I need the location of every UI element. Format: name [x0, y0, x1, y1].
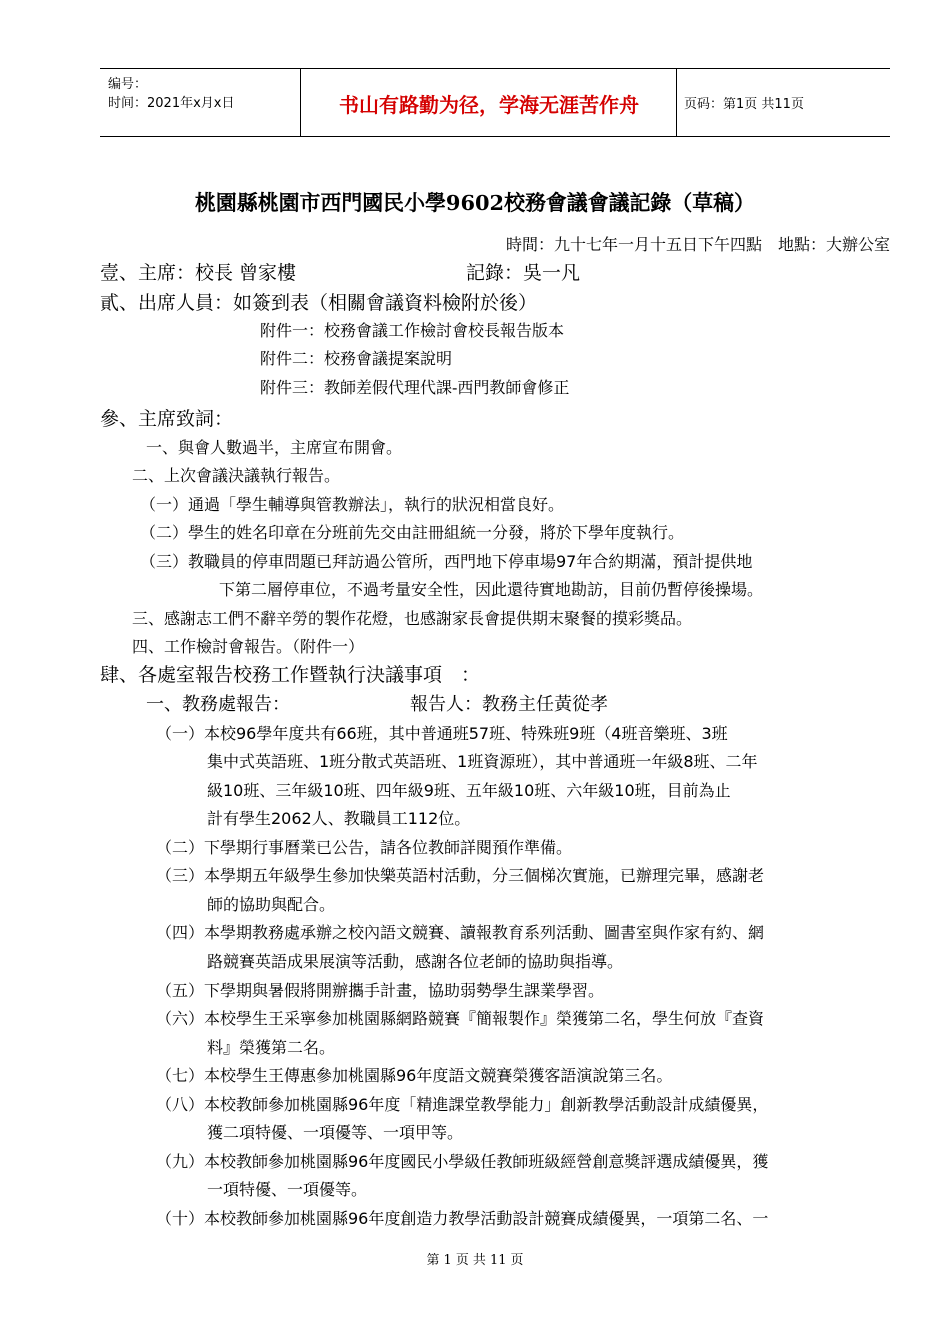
list-item: （二）學生的姓名印章在分班前先交由註冊組統一分發，將於下學年度執行。 — [140, 523, 685, 542]
list-item: （三）本學期五年級學生參加快樂英語村活動，分三個梯次實施，已辦理完畢，感謝老 — [156, 866, 765, 885]
list-item: 師的協助與配合。 — [207, 895, 336, 914]
subsection-heading: 一、教務處報告： — [146, 694, 290, 715]
section-heading: 參、主席致詞： — [100, 408, 234, 430]
list-item: （九）本校教師參加桃園縣96年度國民小學級任教師班級經營創意獎評選成績優異，獲 — [156, 1152, 769, 1171]
list-item: 一項特優、一項優等。 — [207, 1180, 368, 1199]
list-item: 二、上次會議決議執行報告。 — [132, 466, 341, 485]
list-item: 一、與會人數過半，主席宣布開會。 — [146, 438, 403, 457]
meeting-time-place: 時間：九十七年一月十五日下午四點 地點：大辦公室 — [505, 235, 890, 254]
reporter-line: 報告人：教務主任黃從孝 — [410, 694, 608, 715]
recorder-line: 記錄：吳一凡 — [466, 262, 581, 284]
attachment-item: 附件二：校務會議提案說明 — [260, 349, 453, 368]
list-item: 四、工作檢討會報告。（附件一） — [132, 637, 365, 656]
list-item: （十）本校教師參加桃園縣96年度創造力教學活動設計競賽成績優異，一項第二名、一 — [156, 1209, 769, 1228]
document-title: 桃園縣桃園市西門國民小學9602校務會議會議記錄（草稿） — [195, 190, 755, 215]
header-divider — [676, 69, 677, 136]
list-item: 三、感謝志工們不辭辛勞的製作花燈，也感謝家長會提供期末聚餐的摸彩獎品。 — [132, 609, 693, 628]
header-code: 编号： — [108, 77, 148, 92]
attendees-line: 貳、出席人員：如簽到表（相關會議資料檢附於後） — [100, 292, 538, 314]
header-time: 时间：2021年x月x日 — [108, 96, 235, 111]
list-item: 集中式英語班、1班分散式英語班、1班資源班），其中普通班一年級8班、二年 — [207, 752, 758, 771]
page-header — [100, 68, 890, 137]
list-item: 獲二項特優、一項優等、一項甲等。 — [207, 1123, 464, 1142]
list-item: （八）本校教師參加桃園縣96年度「精進課堂教學能力」創新教學活動設計成績優異， — [156, 1095, 769, 1114]
list-item: （四）本學期教務處承辦之校內語文競賽、讀報教育系列活動、圖書室與作家有約、網 — [156, 923, 765, 942]
list-item: （六）本校學生王采寧參加桃園縣網路競賽『簡報製作』榮獲第二名，學生何放『查資 — [156, 1009, 765, 1028]
page-footer: 第 1 页 共 11 页 — [426, 1253, 524, 1268]
list-item: 路競賽英語成果展演等活動，感謝各位老師的協助與指導。 — [207, 952, 624, 971]
section-heading: 肆、各處室報告校務工作暨執行決議事項 ： — [100, 664, 481, 686]
list-item: 計有學生2062人、教職員工112位。 — [207, 809, 471, 828]
header-page-info: 页码：第1页 共11页 — [684, 97, 804, 112]
list-item: （二）下學期行事曆業已公告，請各位教師詳閱預作準備。 — [156, 838, 573, 857]
list-item: 下第二層停車位，不過考量安全性，因此還待實地勘訪，目前仍暫停後操場。 — [219, 580, 764, 599]
list-item: 料』榮獲第二名。 — [207, 1038, 336, 1057]
header-motto: 书山有路勤为径，学海无涯苦作舟 — [339, 93, 639, 117]
list-item: （一）通過「學生輔導與管教辦法」，執行的狀況相當良好。 — [140, 495, 565, 514]
list-item: （一）本校96學年度共有66班，其中普通班57班、特殊班9班（4班音樂班、3班 — [156, 724, 728, 743]
list-item: 級10班、三年級10班、四年級9班、五年級10班、六年級10班，目前為止 — [207, 781, 731, 800]
list-item: （七）本校學生王傳惠參加桃園縣96年度語文競賽榮獲客語演說第三名。 — [156, 1066, 673, 1085]
list-item: （三）教職員的停車問題已拜訪過公管所，西門地下停車場97年合約期滿，預計提供地 — [140, 552, 753, 571]
attachment-item: 附件一：校務會議工作檢討會校長報告版本 — [260, 321, 565, 340]
attachment-item: 附件三：教師差假代理代課-西門教師會修正 — [260, 378, 570, 397]
chair-line: 壹、主席：校長 曾家樓 — [100, 262, 297, 284]
list-item: （五）下學期與暑假將開辦攜手計畫，協助弱勢學生課業學習。 — [156, 981, 605, 1000]
header-divider — [300, 69, 301, 136]
header-meta — [108, 75, 234, 113]
